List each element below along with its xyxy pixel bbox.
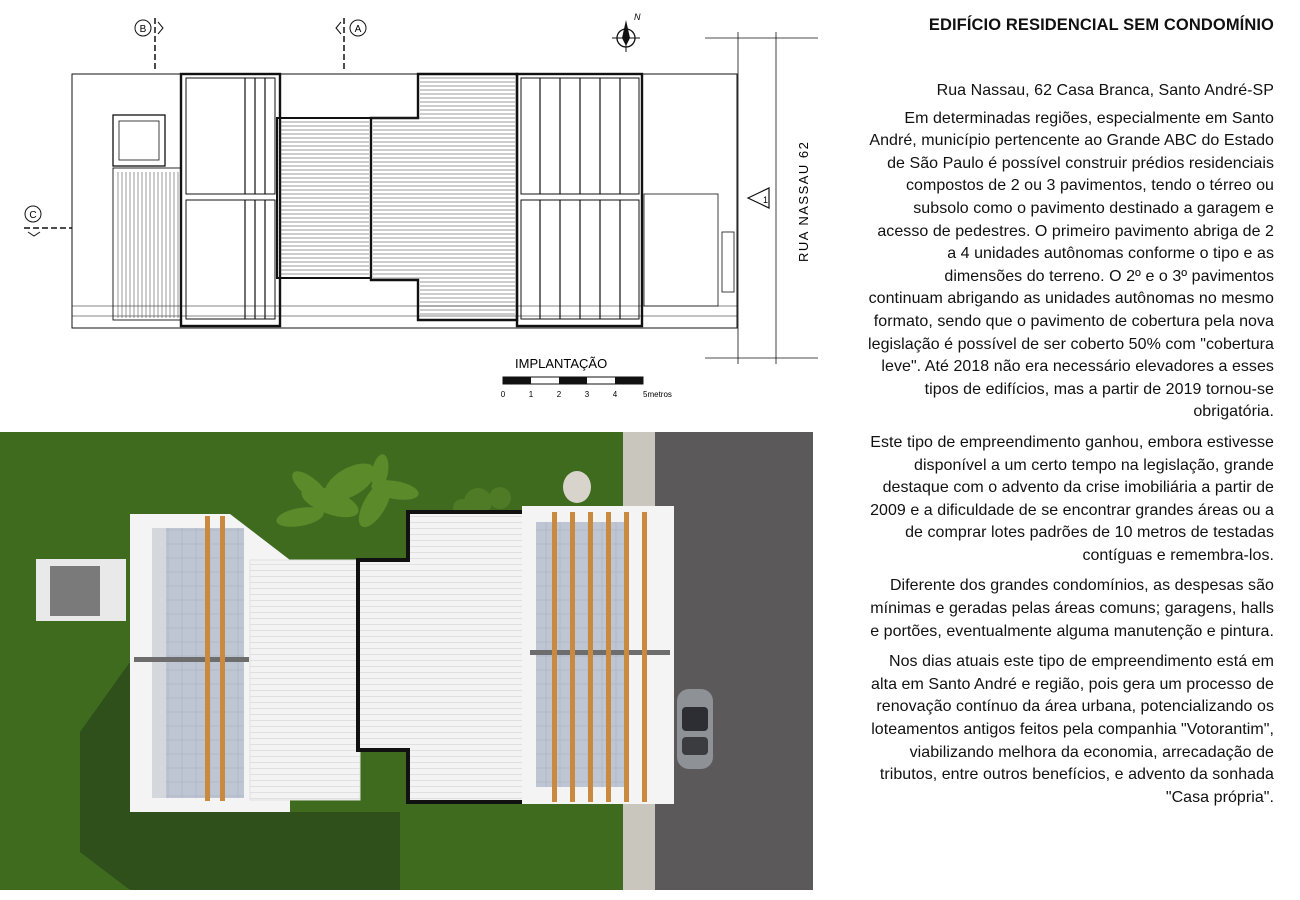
scale-bar: [501, 356, 672, 399]
paragraph: Este tipo de empreendimento ganhou, embora estivesse disponível a um certo tempo na legislação, grande destaque com o advento da crise imobiliária a partir de 2009 e a dificuldade de se encontrar grandes áreas ou a de comprar lotes padrões de 10 metros de testadas contíguas e remembra-los.: [870, 433, 1274, 564]
site-plan-drawing: [0, 0, 830, 420]
scale-title: IMPLANTAÇÃO: [515, 356, 608, 371]
pergola-beam: [220, 516, 225, 801]
pergola-beam: [642, 512, 647, 802]
scale-tick-label: 2: [556, 390, 562, 399]
scale-tick-label: 0: [500, 390, 506, 399]
pergola-beam: [552, 512, 557, 802]
page-title: EDIFÍCIO RESIDENCIAL SEM CONDOMÍNIO: [928, 16, 1274, 34]
section-marker-c: [24, 206, 72, 236]
street-area: [705, 32, 818, 364]
pergola-beam: [205, 516, 210, 801]
roof-middle-right: [371, 74, 517, 320]
address: Rua Nassau, 62 Casa Branca, Santo André-SP: [936, 82, 1274, 99]
svg-text:N: N: [634, 12, 641, 22]
lot-boundary: [72, 74, 737, 328]
pergola-beam: [624, 512, 629, 802]
scale-tick-label: 1: [528, 390, 534, 399]
svg-text:C: C: [29, 210, 37, 221]
elevation-marker-icon: [748, 188, 769, 208]
svg-text:1: 1: [763, 195, 769, 205]
section-marker-a: [336, 18, 366, 72]
boulder: [563, 471, 591, 503]
paragraph: Nos dias atuais este tipo de empreendimento está em alta em Santo André e região, pois gera um processo de renovação contínuo da área urbana, potencializando os loteamentos antigos feitos pela companhia "Votorantim", viabilizando melhora da economia, arrecadação de tributos, entre outros benefícios, e advento da sonhada "Casa própria".: [871, 653, 1274, 806]
svg-text:B: B: [139, 24, 147, 35]
pergola-beam: [588, 512, 593, 802]
pergola-beam: [606, 512, 611, 802]
parked-car: [677, 689, 713, 769]
paragraph: Diferente dos grandes condomínios, as despesas são mínimas e geradas pelas áreas comuns; garagens, halls e portões, eventualmente alguma manutenção e pintura.: [870, 577, 1274, 640]
street-asphalt: [655, 432, 813, 890]
pergola-beam: [570, 512, 575, 802]
north-arrow-icon: [612, 12, 641, 52]
scale-tick-label: 4: [612, 390, 618, 399]
section-marker-b: [135, 18, 163, 72]
aerial-render: [0, 432, 813, 890]
street-label: RUA NASSAU 62: [796, 140, 811, 262]
description-column: [866, 12, 1274, 817]
scale-tick-label: 3: [584, 390, 590, 399]
paragraph: Em determinadas regiões, especialmente em Santo André, município pertencente ao Grande ABC do Estado de São Paulo é possível construir prédios residenciais compostos de 2 ou 3 pavimentos, tendo o térreo ou subsolo como o pavimento destinado a garagem e acesso de pedestres. O primeiro pavimento abriga de 2 a 4 unidades autônomas conforme o tipo e as dimensões do terreno. O 2º e o 3º pavimentos continuam abrigando as unidades autônomas no mesmo formato, sendo que o pavimento de cobertura pela nova legislação é possível de ser coberto 50% com "cobertura leve". Até 2018 não era necessário elevadores a esses tipos de edifícios, mas a partir de 2019 tornou-se obrigatória.: [868, 109, 1274, 421]
scale-tick-label: 5metros: [643, 390, 672, 399]
svg-text:A: A: [354, 24, 362, 35]
annex-box: [113, 115, 165, 166]
